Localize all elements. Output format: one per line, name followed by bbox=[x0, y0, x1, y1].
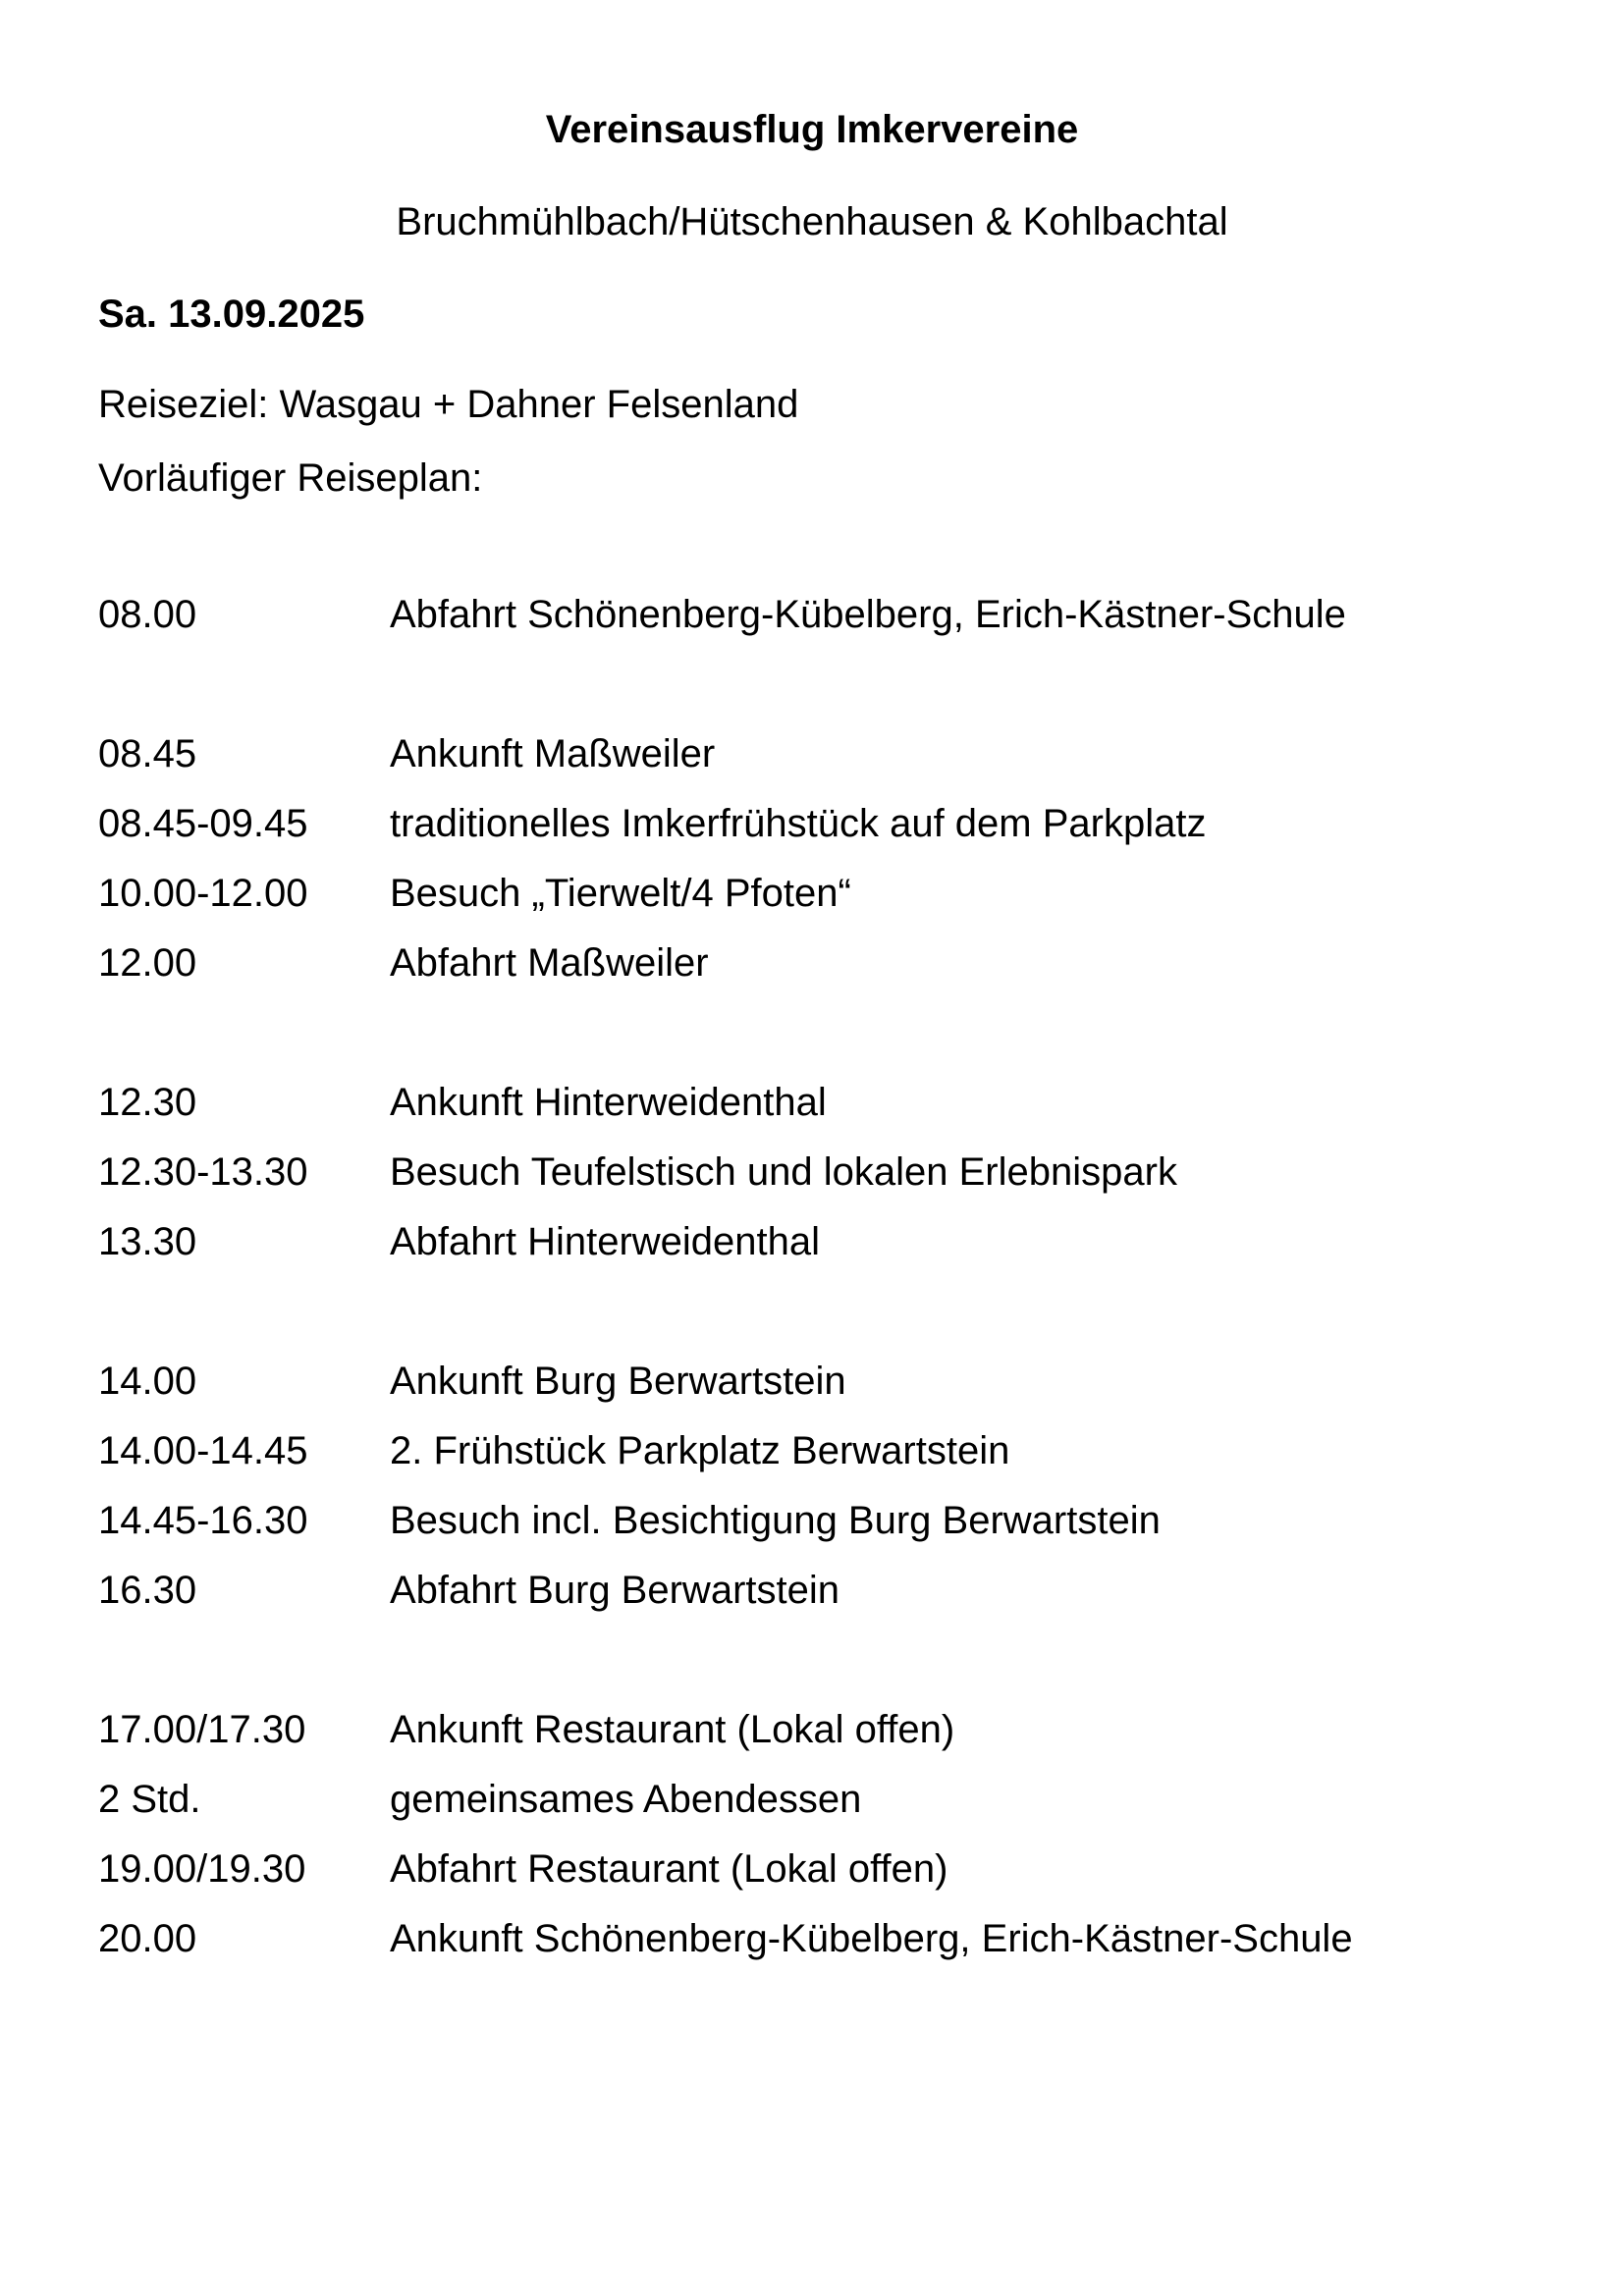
schedule-row bbox=[98, 1842, 1591, 1911]
schedule-time: 10.00-12.00 bbox=[98, 872, 308, 915]
schedule-row bbox=[98, 1145, 1591, 1214]
schedule-time: 19.00/19.30 bbox=[98, 1847, 306, 1891]
document-title: Vereinsausflug Imkervereine bbox=[545, 108, 1079, 151]
schedule-row bbox=[98, 1214, 1591, 1284]
schedule-row bbox=[98, 1772, 1591, 1842]
schedule-spacer bbox=[98, 1005, 1591, 1075]
schedule-row bbox=[98, 796, 1591, 866]
schedule-time: 08.00 bbox=[98, 593, 197, 636]
schedule-row bbox=[98, 1702, 1591, 1772]
schedule-description: Ankunft Restaurant (Lokal offen) bbox=[390, 1708, 955, 1751]
schedule-time: 20.00 bbox=[98, 1917, 197, 1960]
schedule-row bbox=[98, 1423, 1591, 1493]
schedule-time: 12.30-13.30 bbox=[98, 1150, 308, 1194]
schedule-spacer bbox=[98, 1284, 1591, 1354]
schedule-description: Abfahrt Burg Berwartstein bbox=[390, 1569, 839, 1612]
schedule-description: Besuch Teufelstisch und lokalen Erlebnispark bbox=[390, 1150, 1177, 1194]
schedule-row bbox=[98, 866, 1591, 935]
schedule-description: Besuch „Tierwelt/4 Pfoten“ bbox=[390, 872, 851, 915]
document-subtitle: Bruchmühlbach/Hütschenhausen & Kohlbachtal bbox=[396, 200, 1228, 243]
schedule-row bbox=[98, 1075, 1591, 1145]
schedule-time: 14.00 bbox=[98, 1360, 197, 1403]
schedule-time: 2 Std. bbox=[98, 1778, 201, 1821]
schedule-spacer bbox=[98, 657, 1591, 726]
schedule-time: 12.00 bbox=[98, 941, 197, 985]
plan-heading: Vorläufiger Reiseplan: bbox=[98, 456, 483, 500]
schedule-spacer bbox=[98, 1632, 1591, 1702]
schedule-description: Ankunft Maßweiler bbox=[390, 732, 716, 775]
schedule-description: Ankunft Burg Berwartstein bbox=[390, 1360, 846, 1403]
schedule-description: Abfahrt Restaurant (Lokal offen) bbox=[390, 1847, 948, 1891]
schedule-time: 12.30 bbox=[98, 1081, 197, 1124]
schedule-description: gemeinsames Abendessen bbox=[390, 1778, 862, 1821]
schedule-description: Besuch incl. Besichtigung Burg Berwartstein bbox=[390, 1499, 1161, 1542]
schedule-row bbox=[98, 587, 1591, 657]
schedule-row bbox=[98, 1354, 1591, 1423]
schedule-description: Ankunft Schönenberg-Kübelberg, Erich-Kästner-Schule bbox=[390, 1917, 1353, 1960]
schedule-row bbox=[98, 726, 1591, 796]
schedule-description: Abfahrt Maßweiler bbox=[390, 941, 709, 985]
schedule-row bbox=[98, 935, 1591, 1005]
schedule-list bbox=[98, 587, 1591, 1981]
schedule-time: 17.00/17.30 bbox=[98, 1708, 306, 1751]
schedule-row bbox=[98, 1563, 1591, 1632]
schedule-time: 13.30 bbox=[98, 1220, 197, 1263]
schedule-time: 14.00-14.45 bbox=[98, 1429, 308, 1472]
schedule-time: 08.45-09.45 bbox=[98, 802, 308, 845]
destination-line: Reiseziel: Wasgau + Dahner Felsenland bbox=[98, 383, 799, 426]
schedule-time: 08.45 bbox=[98, 732, 197, 775]
schedule-description: Abfahrt Hinterweidenthal bbox=[390, 1220, 821, 1263]
schedule-description: 2. Frühstück Parkplatz Berwartstein bbox=[390, 1429, 1010, 1472]
schedule-time: 14.45-16.30 bbox=[98, 1499, 308, 1542]
trip-date: Sa. 13.09.2025 bbox=[98, 293, 365, 336]
schedule-description: traditionelles Imkerfrühstück auf dem Parkplatz bbox=[390, 802, 1207, 845]
schedule-time: 16.30 bbox=[98, 1569, 197, 1612]
schedule-row bbox=[98, 1911, 1591, 1981]
schedule-description: Abfahrt Schönenberg-Kübelberg, Erich-Kästner-Schule bbox=[390, 593, 1346, 636]
schedule-row bbox=[98, 1493, 1591, 1563]
schedule-description: Ankunft Hinterweidenthal bbox=[390, 1081, 827, 1124]
